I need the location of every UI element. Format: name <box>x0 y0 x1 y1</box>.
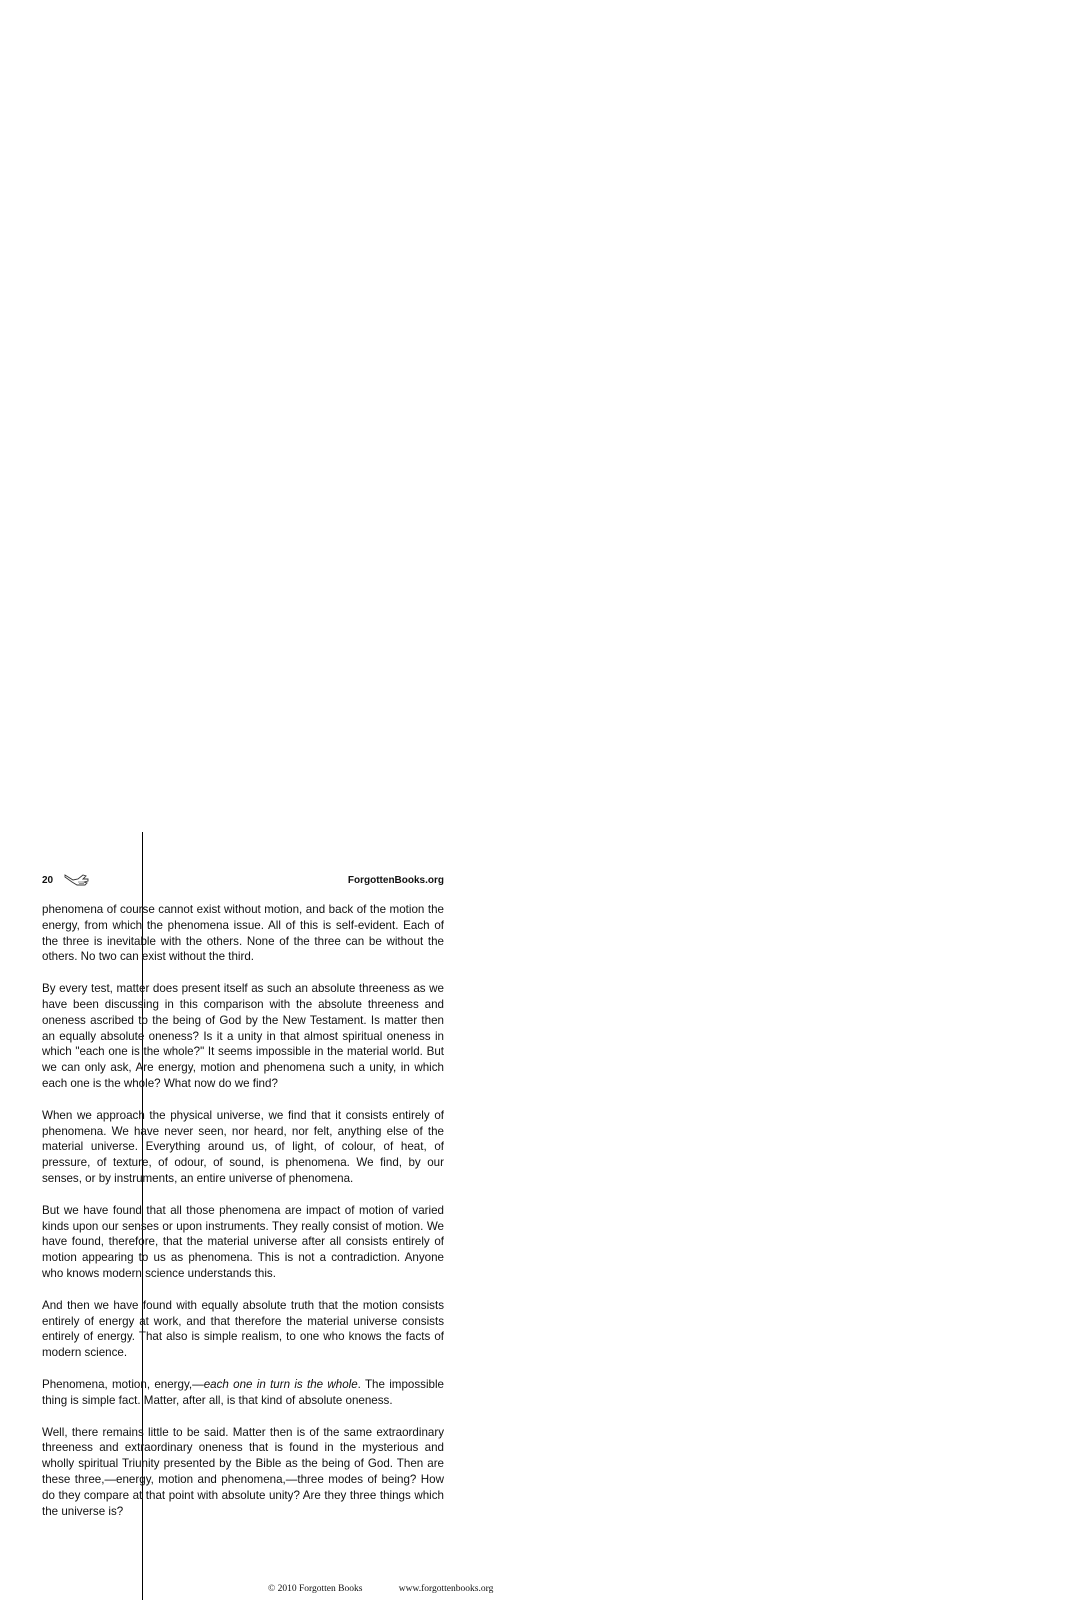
footer-url: www.forgottenbooks.org <box>398 1584 494 1594</box>
page-header <box>42 873 444 889</box>
paragraph: And then we have found with equally absolute truth that the motion consists entirely of energy at work, and that therefore the material universe consists entirely of energy. That also is simple realism, to one who knows the facts of modern science. <box>42 1298 444 1360</box>
pointing-hand-icon <box>64 871 90 887</box>
body-text <box>42 902 444 1535</box>
paragraph: phenomena of course cannot exist without motion, and back of the motion the energy, from which the phenomena issue. All of this is self-evident. Each of the three is inevitable with the others. None of the three can be without the others. No two can exist without the third. <box>42 903 444 964</box>
copyright-notice: © 2010 Forgotten Books <box>268 1584 363 1594</box>
paragraph: When we approach the physical universe, we find that it consists entirely of phenomena. We have never seen, nor heard, nor felt, anything else of the material universe. Everything around us, of light, of colour, of heat, of pressure, of texture, of odour, of sound, is phenomena. We find, by our senses, or by instruments, an entire universe of phenomena. <box>42 1108 444 1185</box>
page-number: 20 <box>42 875 54 886</box>
paragraph-text: Phenomena, motion, energy,— <box>42 1377 204 1391</box>
paragraph <box>42 1377 444 1409</box>
italic-phrase: each one in turn is the whole <box>203 1377 358 1391</box>
page-footer <box>268 1584 493 1594</box>
paragraph-text: . The impossible thing is simple fact. Matter, after all, is that kind of absolute oneness. <box>42 1377 444 1407</box>
paragraph: But we have found that all those phenomena are impact of motion of varied kinds upon our senses or upon instruments. They really consist of motion. We have found, therefore, that the material universe after all consists entirely of motion appearing to us as phenomena. This is not a contradiction. Anyone who knows modern science understands this. <box>42 1203 444 1280</box>
paragraph: Well, there remains little to be said. Matter then is of the same extraordinary threeness and extraordinary oneness that is found in the mysterious and wholly spiritual Triunity presented by the Bible as the being of God. Then are these three,—energy, motion and phenomena,—three modes of being? How do they compare at that point with absolute unity? Are they three things which the universe is? <box>42 1425 444 1518</box>
site-name: ForgottenBooks.org <box>347 875 444 886</box>
paragraph: By every test, matter does present itself as such an absolute threeness as we have been discussing in this comparison with the absolute threeness and oneness ascribed to the being of God by the New Testament. Is matter then an equally absolute oneness? Is it a unity in that almost spiritual oneness in which "each one is the whole?" It seems impossible in the material world. But we can only ask, Are energy, motion and phenomena such a unity, in which each one is the whole? What now do we find? <box>42 982 444 1090</box>
